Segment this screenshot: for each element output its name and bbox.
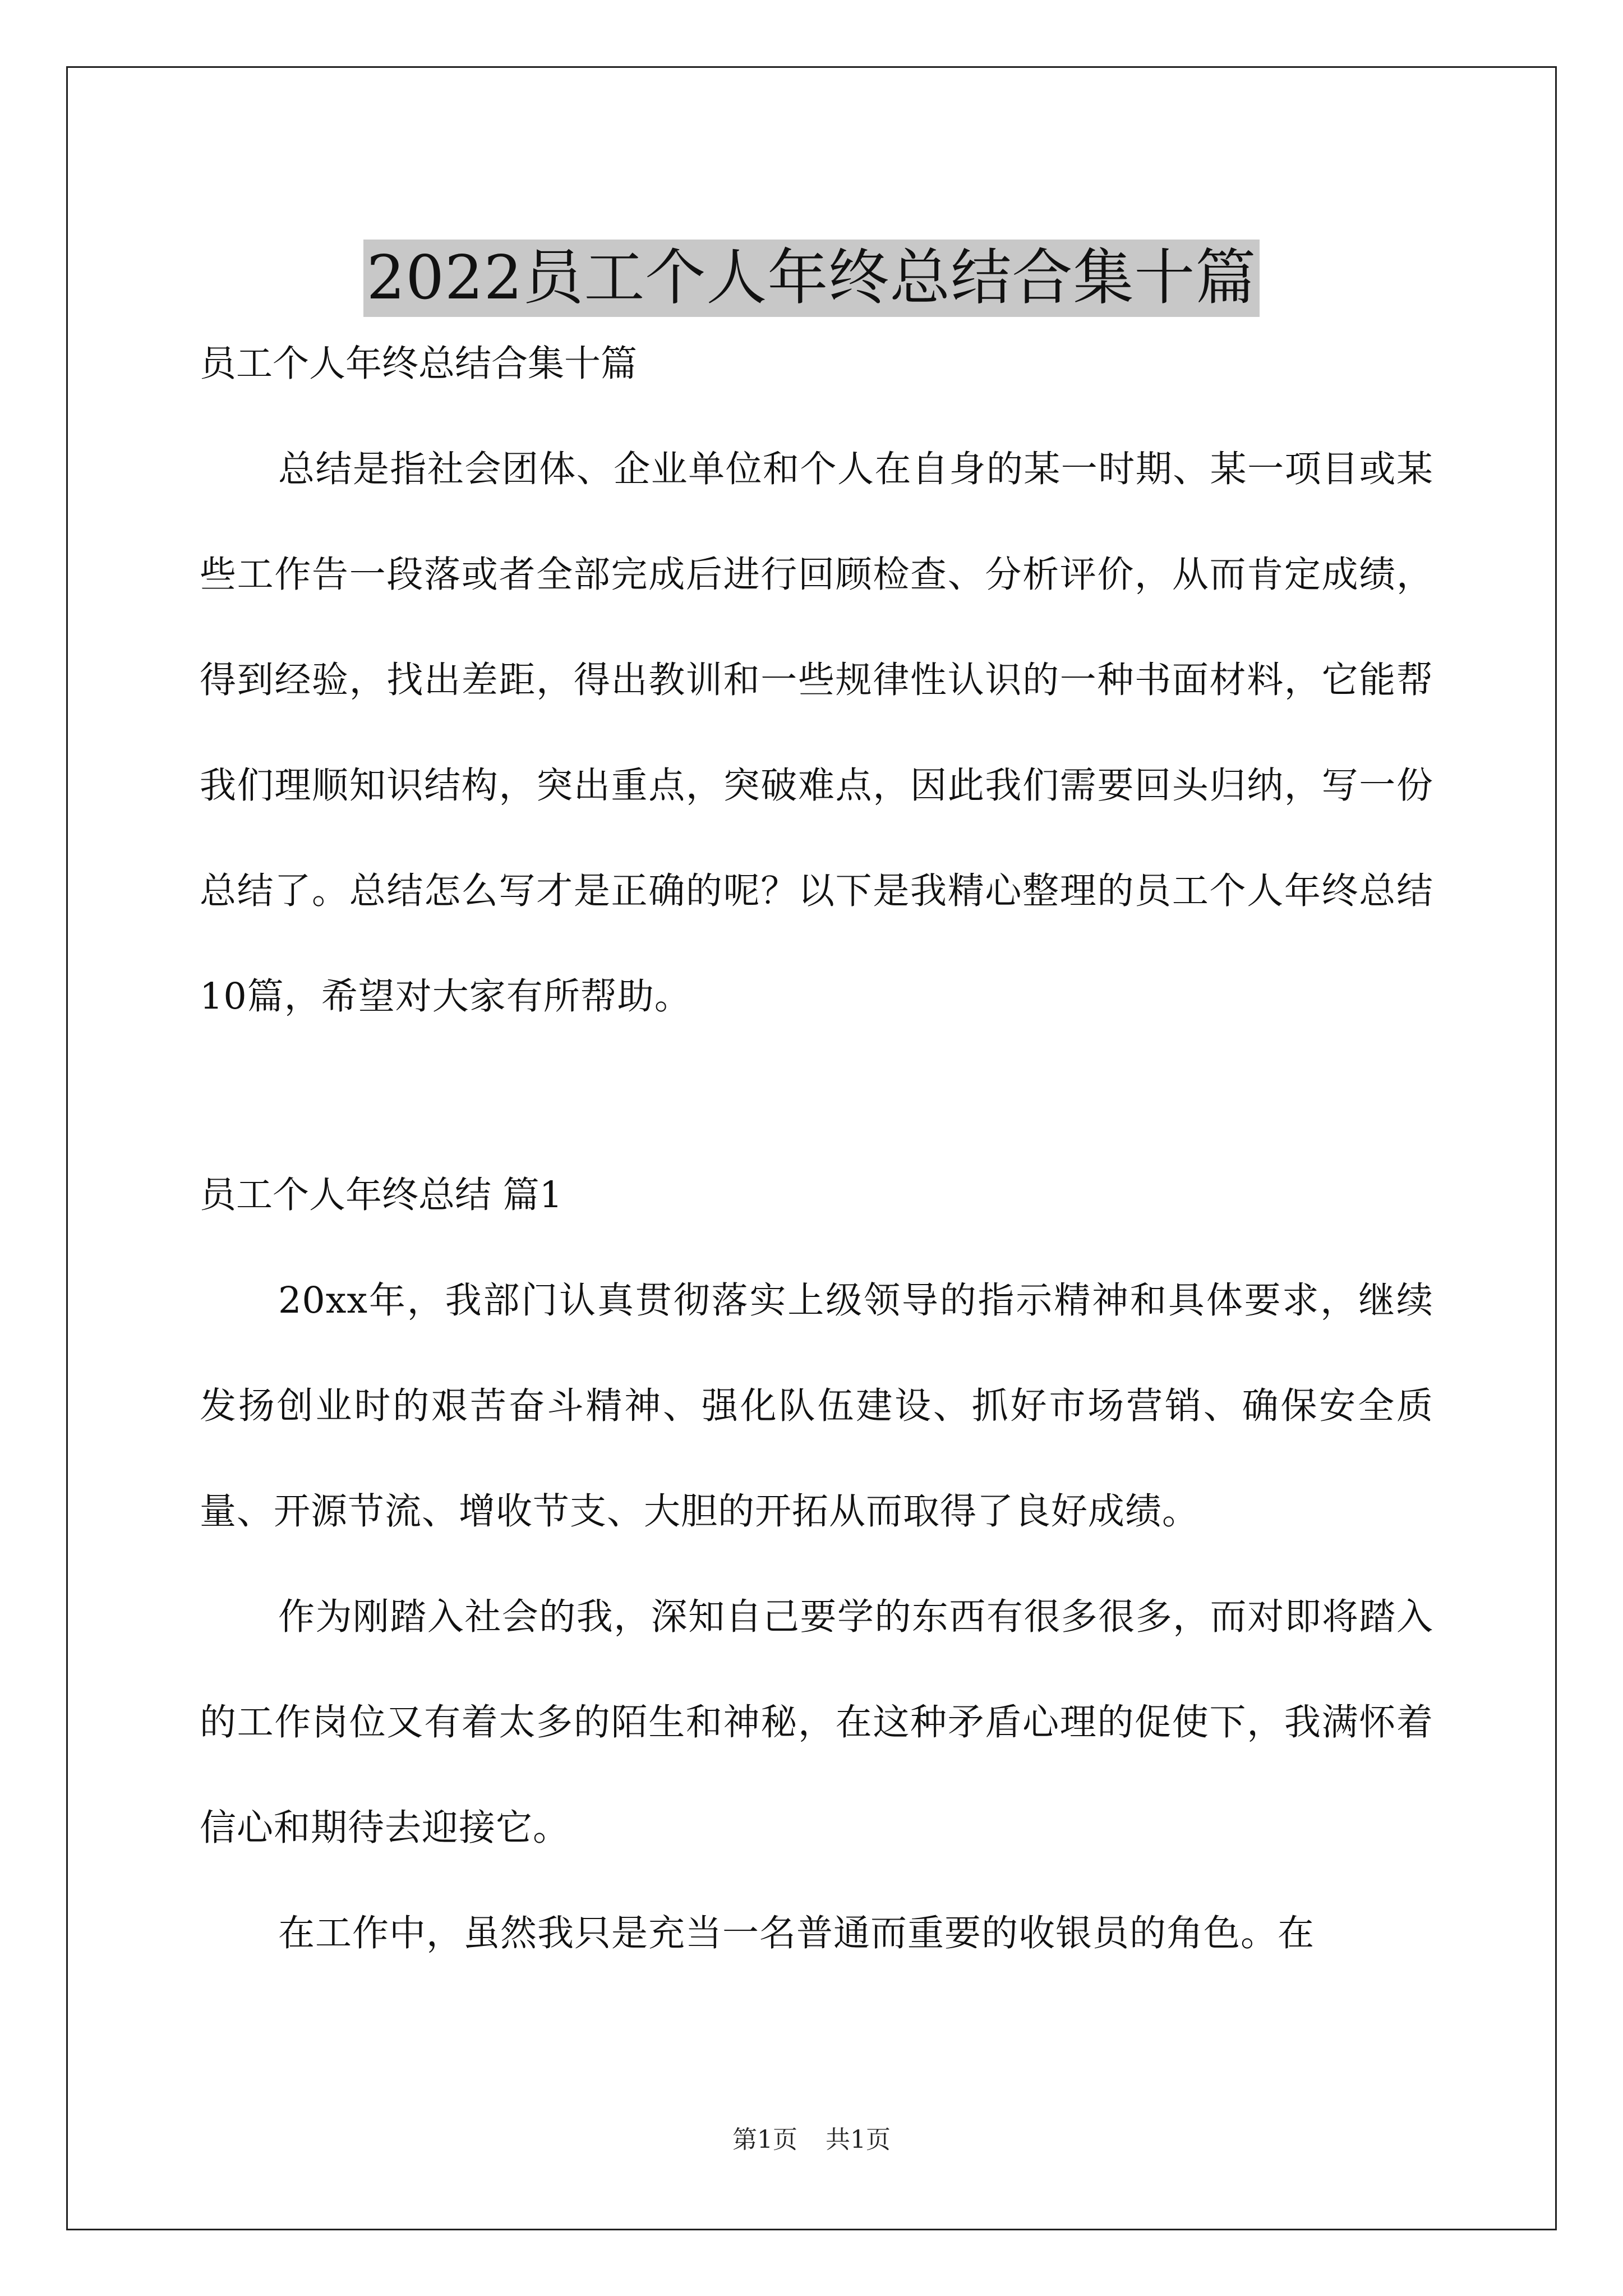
section-paragraph: 在工作中，虽然我只是充当一名普通而重要的收银员的角色。在 xyxy=(278,1912,1315,1954)
page-number-current: 第1页 xyxy=(732,2125,797,2154)
page-number-total: 共1页 xyxy=(826,2125,891,2154)
section-spacer xyxy=(200,1050,1433,1143)
document-body xyxy=(200,311,1433,1986)
intro-paragraph: 总结是指社会团体、企业单位和个人在自身的某一时期、某一项目或某些工作告一段落或者全部完成后进行回顾检查、分析评价，从而肯定成绩，得到经验，找出差距，得出教训和一些规律性认识的一种书面材料，它能帮我们理顺知识结构，突出重点，突破难点，因此我们需要回头归纳，写一份总结了。总结怎么写才是正确的呢？以下是我精心整理的员工个人年终总结10篇，希望对大家有所帮助。 xyxy=(200,448,1433,1018)
section-paragraph: 作为刚踏入社会的我，深知自己要学的东西有很多很多，而对即将踏入的工作岗位又有着太多的陌生和神秘，在这种矛盾心理的促使下，我满怀着信心和期待去迎接它。 xyxy=(200,1596,1433,1849)
document-subtitle: 员工个人年终总结合集十篇 xyxy=(200,343,638,385)
section-paragraph: 20xx年，我部门认真贯彻落实上级领导的指示精神和具体要求，继续发扬创业时的艰苦奋斗精神、强化队伍建设、抓好市场营销、确保安全质量、开源节流、增收节支、大胆的开拓从而取得了良好成绩。 xyxy=(200,1280,1433,1533)
page-footer xyxy=(0,2123,1623,2157)
document-title: 2022员工个人年终总结合集十篇 xyxy=(363,240,1260,317)
section-heading: 员工个人年终总结 篇1 xyxy=(200,1174,563,1216)
